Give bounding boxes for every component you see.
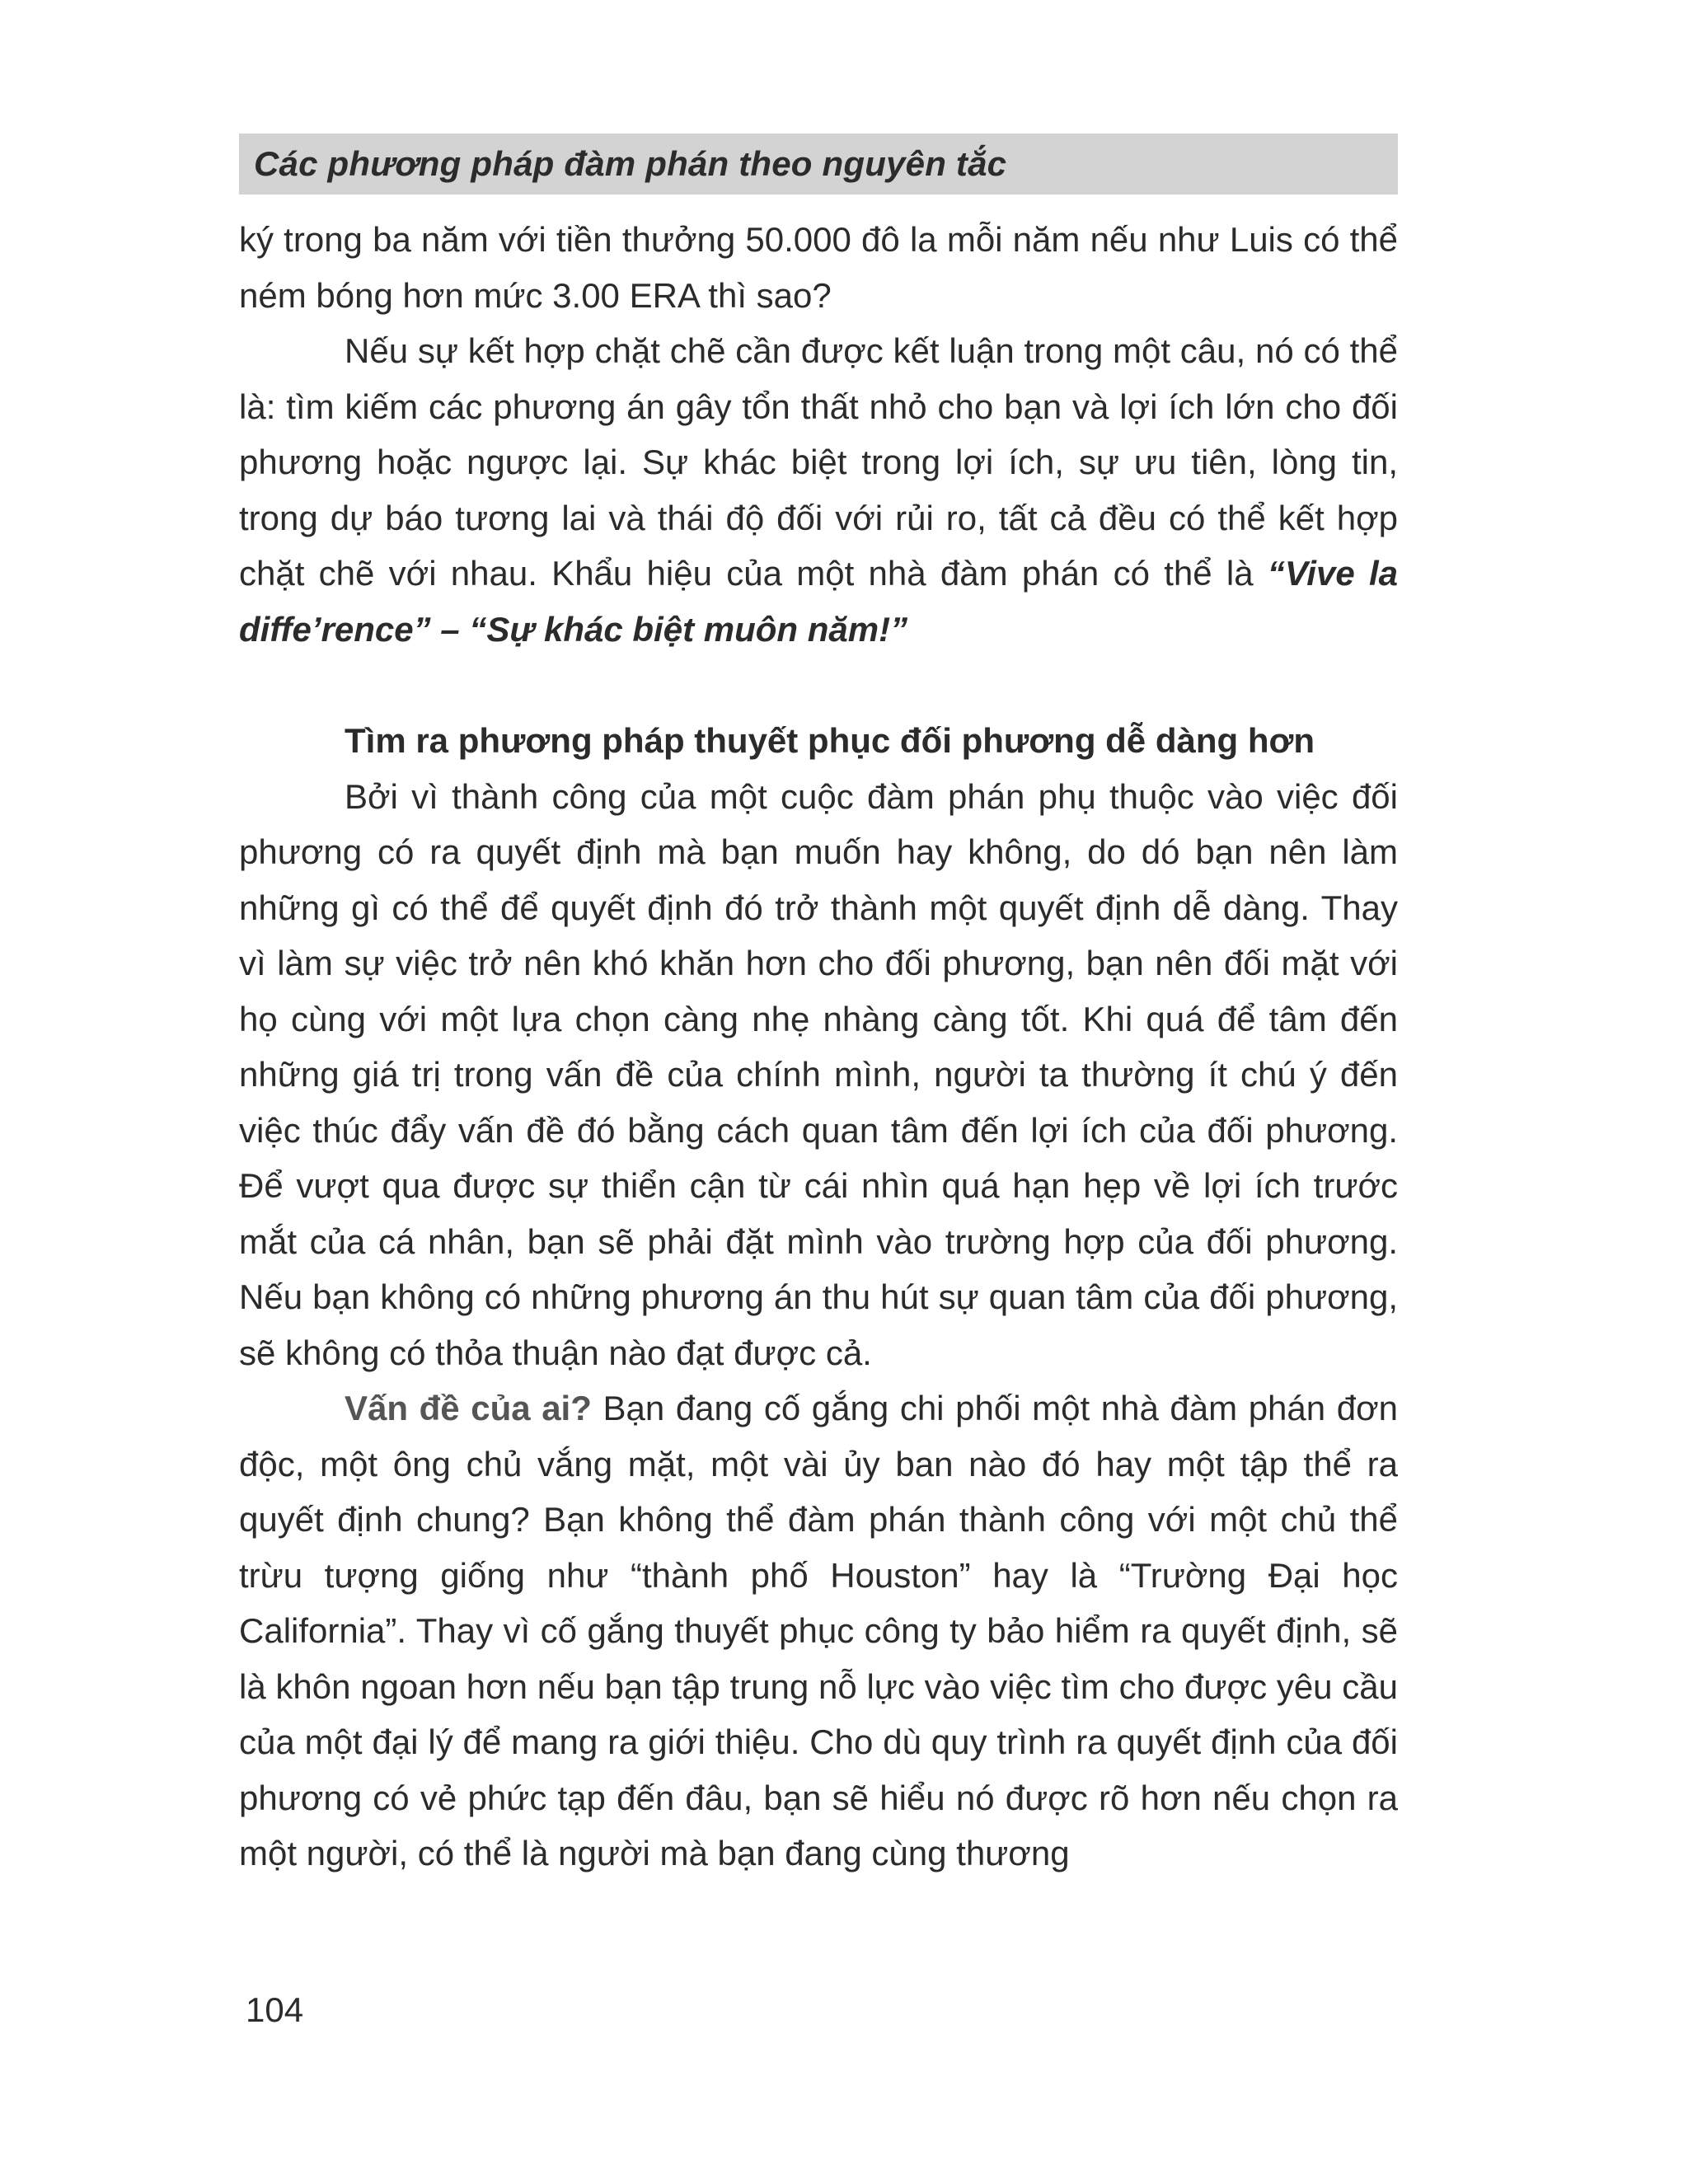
body-text bbox=[239, 212, 1398, 1882]
page-number: 104 bbox=[246, 1990, 304, 2029]
paragraph-whose-problem bbox=[239, 1380, 1398, 1882]
section-spacer bbox=[239, 657, 1398, 713]
running-header-title: Các phương pháp đàm phán theo nguyên tắc bbox=[254, 144, 1007, 183]
paragraph-summary-text: Nếu sự kết hợp chặt chẽ cần được kết luận trong một câu, nó có thể là: tìm kiếm các phương án gây tổn thất nhỏ cho bạn và lợi ích lớn cho đối phương hoặc ngược lại. Sự khác biệt trong lợi ích, sự ưu tiên, lòng tin, trong dự báo tương lai và thái độ đối với rủi ro, tất cả đều có thể kết hợp chặt chẽ với nhau. Khẩu hiệu của một nhà đàm phán có thể là bbox=[239, 331, 1398, 593]
running-header bbox=[239, 134, 1398, 194]
paragraph-summary bbox=[239, 323, 1398, 657]
section-heading: Tìm ra phương pháp thuyết phục đối phương dễ dàng hơn bbox=[345, 721, 1315, 760]
paragraph-intro: Bởi vì thành công của một cuộc đàm phán phụ thuộc vào việc đối phương có ra quyết định mà bạn muốn hay không, do dó bạn nên làm những gì có thể để quyết định đó trở thành một quyết định dễ dàng. Thay vì làm sự việc trở nên khó khăn hơn cho đối phương, bạn nên đối mặt với họ cùng với một lựa chọn càng nhẹ nhàng càng tốt. Khi quá để tâm đến những giá trị trong vấn đề của chính mình, người ta thường ít chú ý đến việc thúc đẩy vấn đề đó bằng cách quan tâm đến lợi ích của đối phương. Để vượt qua được sự thiển cận từ cái nhìn quá hạn hẹp về lợi ích trước mắt của cá nhân, bạn sẽ phải đặt mình vào trường hợp của đối phương. Nếu bạn không có những phương án thu hút sự quan tâm của đối phương, sẽ không có thỏa thuận nào đạt được cả. bbox=[239, 776, 1398, 1372]
run-in-heading: Vấn đề của ai? bbox=[345, 1389, 592, 1427]
paragraph-continuation: ký trong ba năm với tiền thưởng 50.000 đô la mỗi năm nếu như Luis có thể ném bóng hơn mức 3.00 ERA thì sao? bbox=[239, 220, 1398, 315]
paragraph-whose-problem-text: Bạn đang cố gắng chi phối một nhà đàm phán đơn độc, một ông chủ vắng mặt, một vài ủy ban nào đó hay một tập thể ra quyết định chung? Bạn không thể đàm phán thành công với một chủ thể trừu tượng giống như “thành phố Houston” hay là “Trường Đại học California”. Thay vì cố gắng thuyết phục công ty bảo hiểm ra quyết định, sẽ là khôn ngoan hơn nếu bạn tập trung nỗ lực vào việc tìm cho được yêu cầu của một đại lý để mang ra giới thiệu. Cho dù quy trình ra quyết định của đối phương có vẻ phức tạp đến đâu, bạn sẽ hiểu nó được rõ hơn nếu chọn ra một người, có thể là người mà bạn đang cùng thương bbox=[239, 1389, 1398, 1872]
slogan-quote: “Vive la diffe’rence” – “Sự khác biệt muôn năm!” bbox=[239, 554, 1398, 649]
